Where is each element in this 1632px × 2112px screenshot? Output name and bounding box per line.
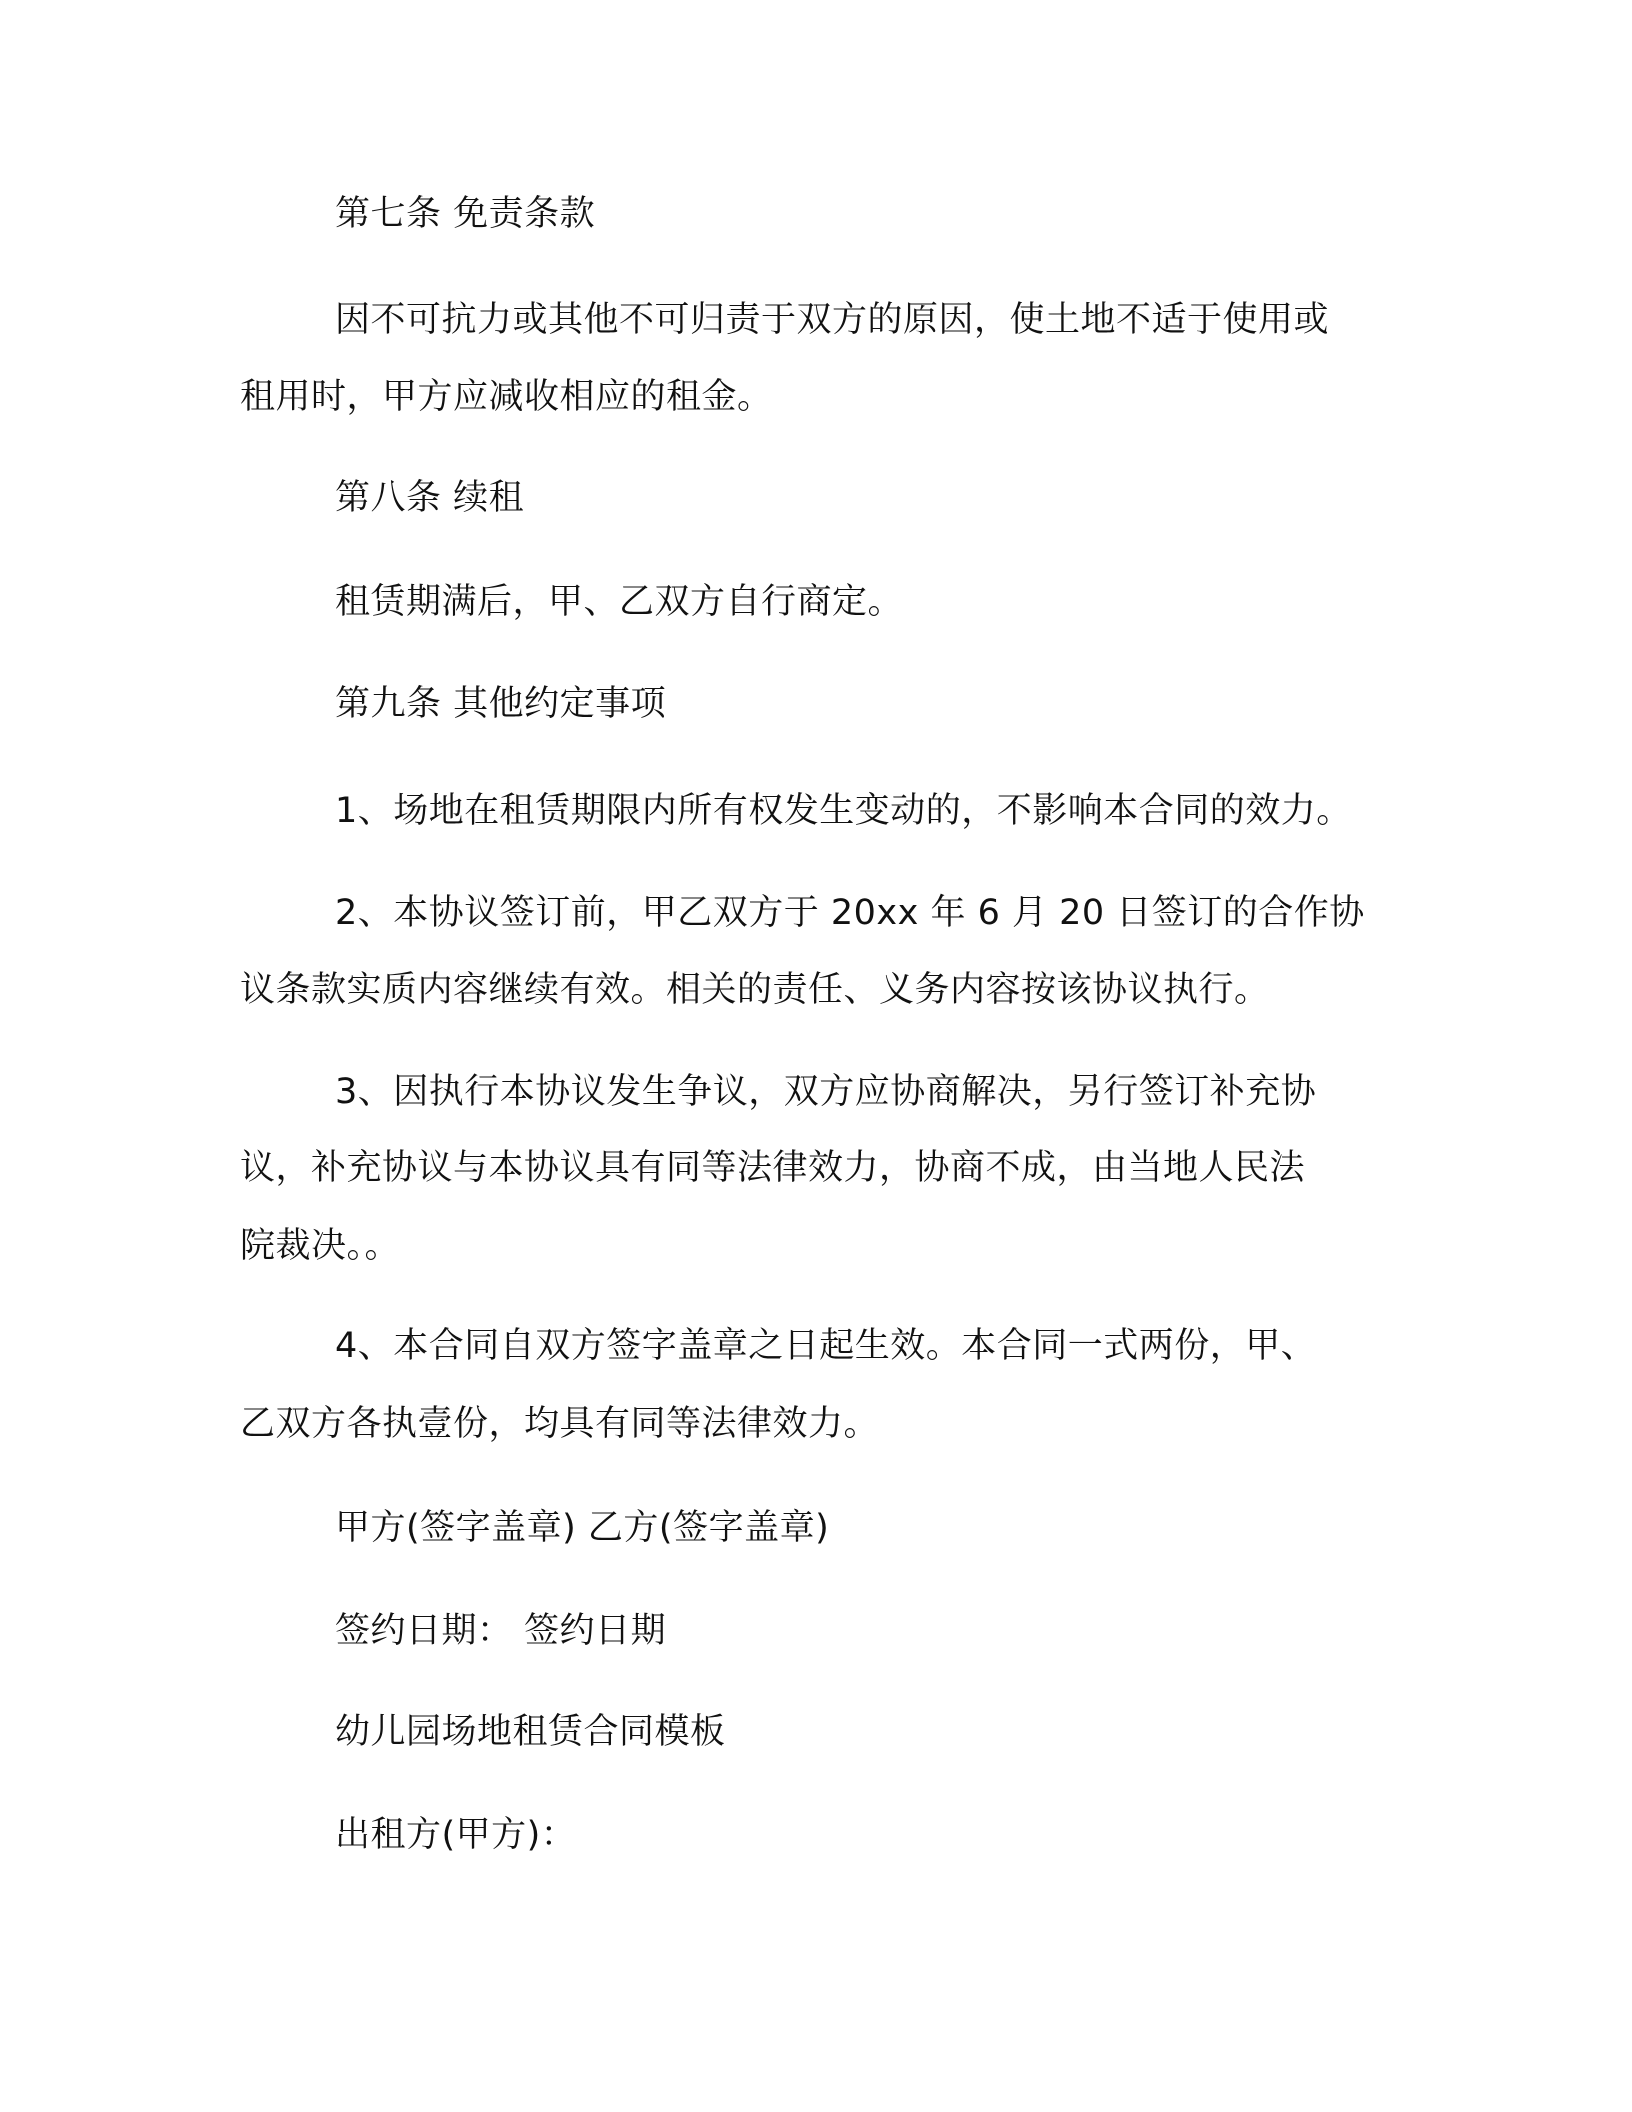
lessor-label: 出租方(甲方)： [335,1815,577,1855]
article9-heading: 第九条 其他约定事项 [335,684,667,724]
item2-line1: 2、本协议签订前，甲乙双方于 20xx 年 6 月 20 日签订的合作协 [335,893,1365,933]
signatures-line: 甲方(签字盖章) 乙方(签字盖章) [335,1508,830,1548]
item4-line2: 乙双方各执壹份，均具有同等法律效力。 [240,1404,880,1444]
item4-line1: 4、本合同自双方签字盖章之日起生效。本合同一式两份，甲、 [335,1326,1317,1366]
article7-heading: 第七条 免责条款 [335,194,596,234]
item3-line3: 院裁决。。 [240,1226,401,1266]
template-title: 幼儿园场地租赁合同模板 [335,1712,726,1752]
article8-body: 租赁期满后，甲、乙双方自行商定。 [335,582,904,622]
item2-line2: 议条款实质内容继续有效。相关的责任、义务内容按该协议执行。 [240,970,1270,1010]
item3-line2: 议，补充协议与本协议具有同等法律效力，协商不成，由当地人民法 [240,1148,1306,1188]
article7-body-line2: 租用时，甲方应减收相应的租金。 [240,377,773,417]
item3-line1: 3、因执行本协议发生争议，双方应协商解决，另行签订补充协 [335,1072,1317,1112]
article7-body-line1: 因不可抗力或其他不可归责于双方的原因，使土地不适于使用或 [335,300,1330,340]
article8-heading: 第八条 续租 [335,478,525,518]
sign-date: 签约日期： 签约日期 [335,1611,667,1651]
item1: 1、场地在租赁期限内所有权发生变动的，不影响本合同的效力。 [335,791,1352,831]
